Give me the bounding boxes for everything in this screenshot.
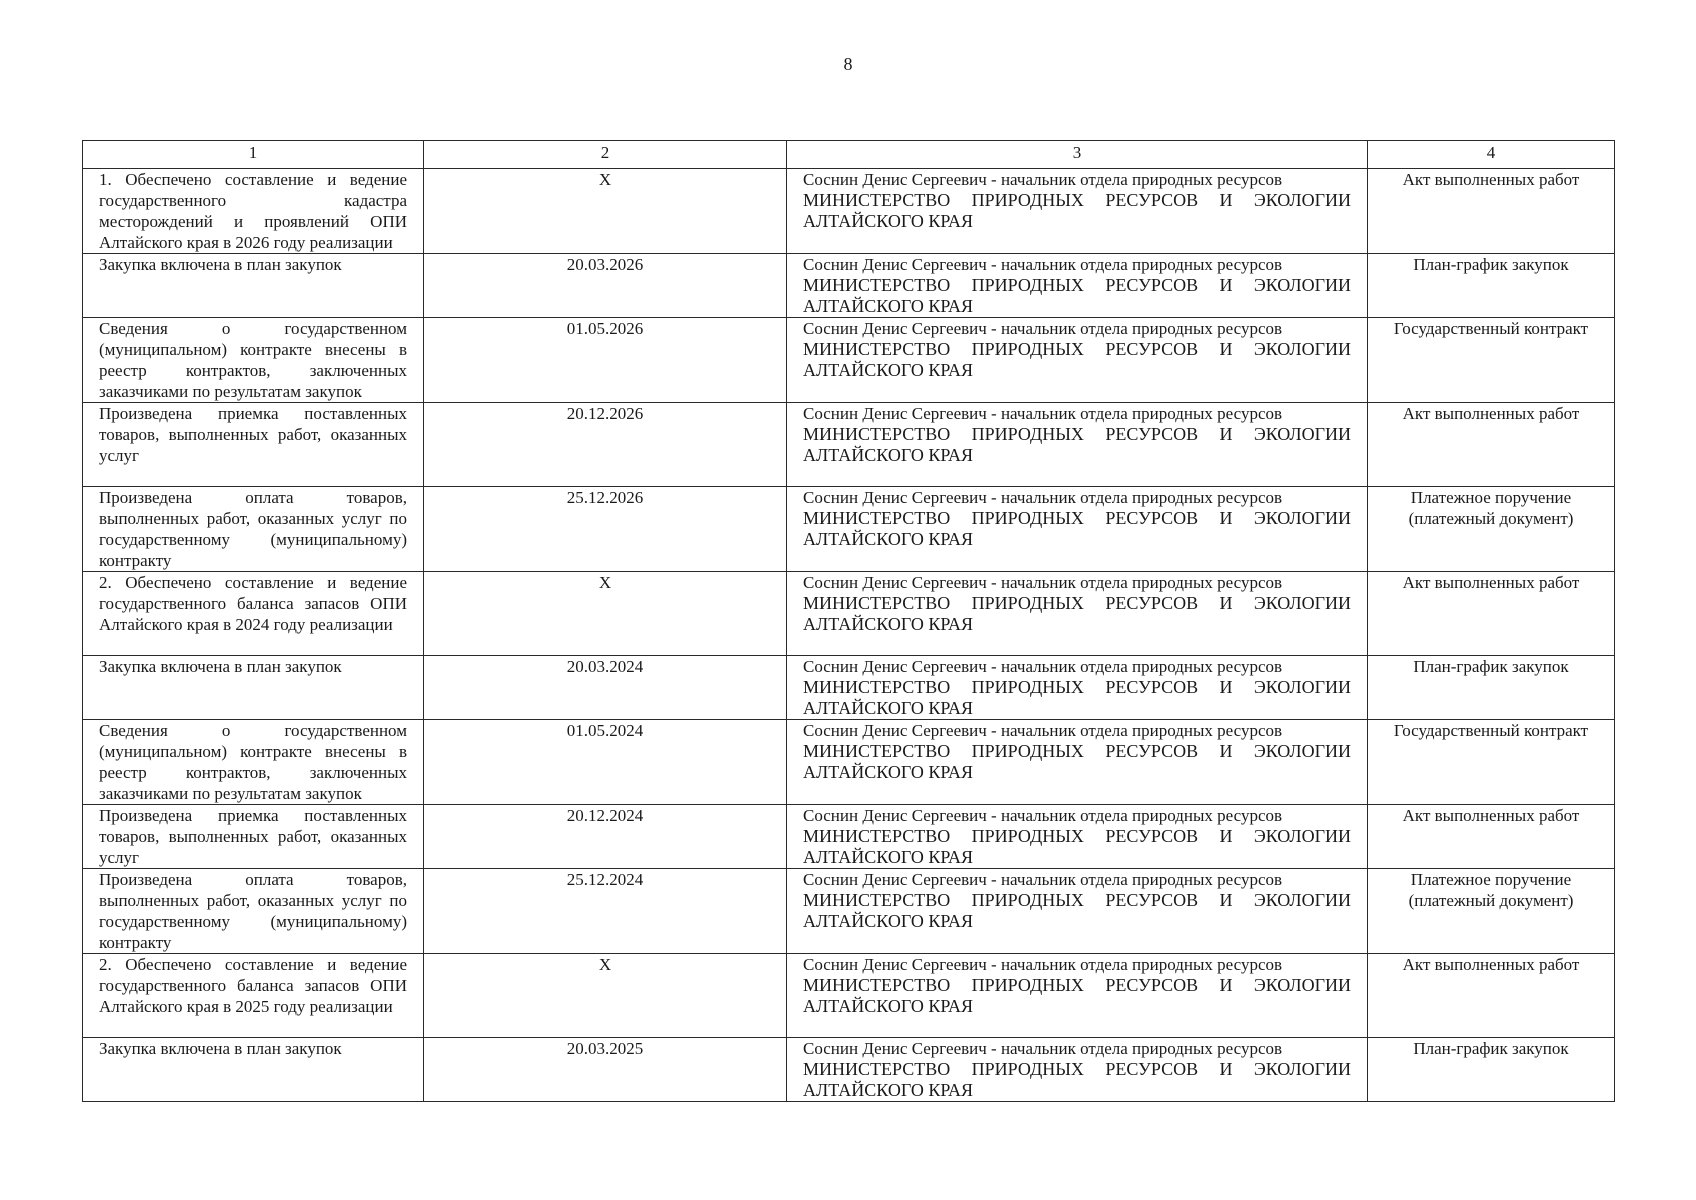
ministry-name-line2: АЛТАЙСКОГО КРАЯ [803, 847, 974, 867]
responsible-person: Соснин Денис Сергеевич - начальник отдела природных ресурсов [803, 255, 1283, 274]
event-cell: Произведена оплата товаров, выполненных работ, оказанных услуг по государственному (муниципальному) контракту [83, 869, 424, 954]
ministry-name-line2: АЛТАЙСКОГО КРАЯ [803, 1080, 974, 1100]
ministry-name-line1: МИНИСТЕРСТВО ПРИРОДНЫХ РЕСУРСОВ И ЭКОЛОГИИ [803, 741, 1351, 761]
responsible-cell [787, 656, 1368, 720]
ministry-name-line2: АЛТАЙСКОГО КРАЯ [803, 529, 974, 549]
event-cell: Сведения о государственном (муниципальном) контракте внесены в реестр контрактов, заключенных заказчиками по результатам закупок [83, 720, 424, 805]
responsible-person: Соснин Денис Сергеевич - начальник отдела природных ресурсов [803, 870, 1283, 889]
responsible-cell [787, 318, 1368, 403]
date-cell: 20.03.2026 [424, 254, 787, 318]
column-header-3: 3 [787, 141, 1368, 169]
date-cell: X [424, 572, 787, 656]
table-row [83, 720, 1615, 805]
date-cell: 20.12.2024 [424, 805, 787, 869]
date-cell: 20.12.2026 [424, 403, 787, 487]
responsible-person: Соснин Денис Сергеевич - начальник отдела природных ресурсов [803, 319, 1283, 338]
document-cell: Платежное поручение (платежный документ) [1368, 487, 1615, 572]
responsible-cell [787, 869, 1368, 954]
table-row [83, 169, 1615, 254]
ministry-name-line1: МИНИСТЕРСТВО ПРИРОДНЫХ РЕСУРСОВ И ЭКОЛОГИИ [803, 275, 1351, 295]
table-row [83, 805, 1615, 869]
column-header-4: 4 [1368, 141, 1615, 169]
event-cell: Произведена оплата товаров, выполненных работ, оказанных услуг по государственному (муниципальному) контракту [83, 487, 424, 572]
document-cell: Акт выполненных работ [1368, 169, 1615, 254]
date-cell: X [424, 954, 787, 1038]
ministry-name-line1: МИНИСТЕРСТВО ПРИРОДНЫХ РЕСУРСОВ И ЭКОЛОГИИ [803, 677, 1351, 697]
date-cell: 20.03.2025 [424, 1038, 787, 1102]
document-cell: Акт выполненных работ [1368, 403, 1615, 487]
responsible-person: Соснин Денис Сергеевич - начальник отдела природных ресурсов [803, 1039, 1283, 1058]
ministry-name-line1: МИНИСТЕРСТВО ПРИРОДНЫХ РЕСУРСОВ И ЭКОЛОГИИ [803, 190, 1351, 210]
ministry-name-line1: МИНИСТЕРСТВО ПРИРОДНЫХ РЕСУРСОВ И ЭКОЛОГИИ [803, 339, 1351, 359]
document-cell: Акт выполненных работ [1368, 805, 1615, 869]
responsible-cell [787, 720, 1368, 805]
event-cell: 2. Обеспечено составление и ведение государственного баланса запасов ОПИ Алтайского края в 2025 году реализации [83, 954, 424, 1038]
responsible-cell [787, 954, 1368, 1038]
table-row [83, 254, 1615, 318]
document-cell: Акт выполненных работ [1368, 954, 1615, 1038]
plan-table [82, 140, 1615, 1102]
date-cell: 20.03.2024 [424, 656, 787, 720]
responsible-cell [787, 169, 1368, 254]
table-row [83, 954, 1615, 1038]
ministry-name-line2: АЛТАЙСКОГО КРАЯ [803, 698, 974, 718]
table-row [83, 318, 1615, 403]
event-cell: 1. Обеспечено составление и ведение государственного кадастра месторождений и проявлений ОПИ Алтайского края в 2026 году реализации [83, 169, 424, 254]
responsible-person: Соснин Денис Сергеевич - начальник отдела природных ресурсов [803, 404, 1283, 423]
responsible-cell [787, 1038, 1368, 1102]
responsible-cell [787, 805, 1368, 869]
responsible-person: Соснин Денис Сергеевич - начальник отдела природных ресурсов [803, 806, 1283, 825]
responsible-person: Соснин Денис Сергеевич - начальник отдела природных ресурсов [803, 955, 1283, 974]
event-cell: Закупка включена в план закупок [83, 1038, 424, 1102]
table-row [83, 656, 1615, 720]
document-cell: План-график закупок [1368, 1038, 1615, 1102]
ministry-name-line1: МИНИСТЕРСТВО ПРИРОДНЫХ РЕСУРСОВ И ЭКОЛОГИИ [803, 508, 1351, 528]
responsible-cell [787, 487, 1368, 572]
event-cell: Сведения о государственном (муниципальном) контракте внесены в реестр контрактов, заключенных заказчиками по результатам закупок [83, 318, 424, 403]
event-cell: 2. Обеспечено составление и ведение государственного баланса запасов ОПИ Алтайского края в 2024 году реализации [83, 572, 424, 656]
ministry-name-line1: МИНИСТЕРСТВО ПРИРОДНЫХ РЕСУРСОВ И ЭКОЛОГИИ [803, 826, 1351, 846]
responsible-person: Соснин Денис Сергеевич - начальник отдела природных ресурсов [803, 721, 1283, 740]
column-header-1: 1 [83, 141, 424, 169]
document-cell: Платежное поручение (платежный документ) [1368, 869, 1615, 954]
date-cell: 25.12.2026 [424, 487, 787, 572]
ministry-name-line1: МИНИСТЕРСТВО ПРИРОДНЫХ РЕСУРСОВ И ЭКОЛОГИИ [803, 975, 1351, 995]
table-header-row [83, 141, 1615, 169]
responsible-person: Соснин Денис Сергеевич - начальник отдела природных ресурсов [803, 170, 1283, 189]
responsible-person: Соснин Денис Сергеевич - начальник отдела природных ресурсов [803, 488, 1283, 507]
event-cell: Произведена приемка поставленных товаров, выполненных работ, оказанных услуг [83, 805, 424, 869]
document-cell: Акт выполненных работ [1368, 572, 1615, 656]
event-cell: Произведена приемка поставленных товаров, выполненных работ, оказанных услуг [83, 403, 424, 487]
responsible-person: Соснин Денис Сергеевич - начальник отдела природных ресурсов [803, 573, 1283, 592]
responsible-cell [787, 403, 1368, 487]
ministry-name-line1: МИНИСТЕРСТВО ПРИРОДНЫХ РЕСУРСОВ И ЭКОЛОГИИ [803, 593, 1351, 613]
ministry-name-line2: АЛТАЙСКОГО КРАЯ [803, 211, 974, 231]
ministry-name-line2: АЛТАЙСКОГО КРАЯ [803, 614, 974, 634]
document-cell: План-график закупок [1368, 656, 1615, 720]
date-cell: 01.05.2026 [424, 318, 787, 403]
column-header-2: 2 [424, 141, 787, 169]
document-cell: Государственный контракт [1368, 720, 1615, 805]
table-row [83, 487, 1615, 572]
ministry-name-line2: АЛТАЙСКОГО КРАЯ [803, 911, 974, 931]
event-cell: Закупка включена в план закупок [83, 254, 424, 318]
page-number: 8 [843, 54, 853, 74]
table-row [83, 403, 1615, 487]
document-cell: План-график закупок [1368, 254, 1615, 318]
responsible-person: Соснин Денис Сергеевич - начальник отдела природных ресурсов [803, 657, 1283, 676]
ministry-name-line1: МИНИСТЕРСТВО ПРИРОДНЫХ РЕСУРСОВ И ЭКОЛОГИИ [803, 424, 1351, 444]
date-cell: 01.05.2024 [424, 720, 787, 805]
date-cell: X [424, 169, 787, 254]
responsible-cell [787, 572, 1368, 656]
ministry-name-line1: МИНИСТЕРСТВО ПРИРОДНЫХ РЕСУРСОВ И ЭКОЛОГИИ [803, 890, 1351, 910]
date-cell: 25.12.2024 [424, 869, 787, 954]
ministry-name-line2: АЛТАЙСКОГО КРАЯ [803, 296, 974, 316]
table-row [83, 572, 1615, 656]
ministry-name-line2: АЛТАЙСКОГО КРАЯ [803, 360, 974, 380]
responsible-cell [787, 254, 1368, 318]
ministry-name-line2: АЛТАЙСКОГО КРАЯ [803, 762, 974, 782]
table-row [83, 1038, 1615, 1102]
document-cell: Государственный контракт [1368, 318, 1615, 403]
table-row [83, 869, 1615, 954]
event-cell: Закупка включена в план закупок [83, 656, 424, 720]
ministry-name-line1: МИНИСТЕРСТВО ПРИРОДНЫХ РЕСУРСОВ И ЭКОЛОГИИ [803, 1059, 1351, 1079]
ministry-name-line2: АЛТАЙСКОГО КРАЯ [803, 996, 974, 1016]
ministry-name-line2: АЛТАЙСКОГО КРАЯ [803, 445, 974, 465]
